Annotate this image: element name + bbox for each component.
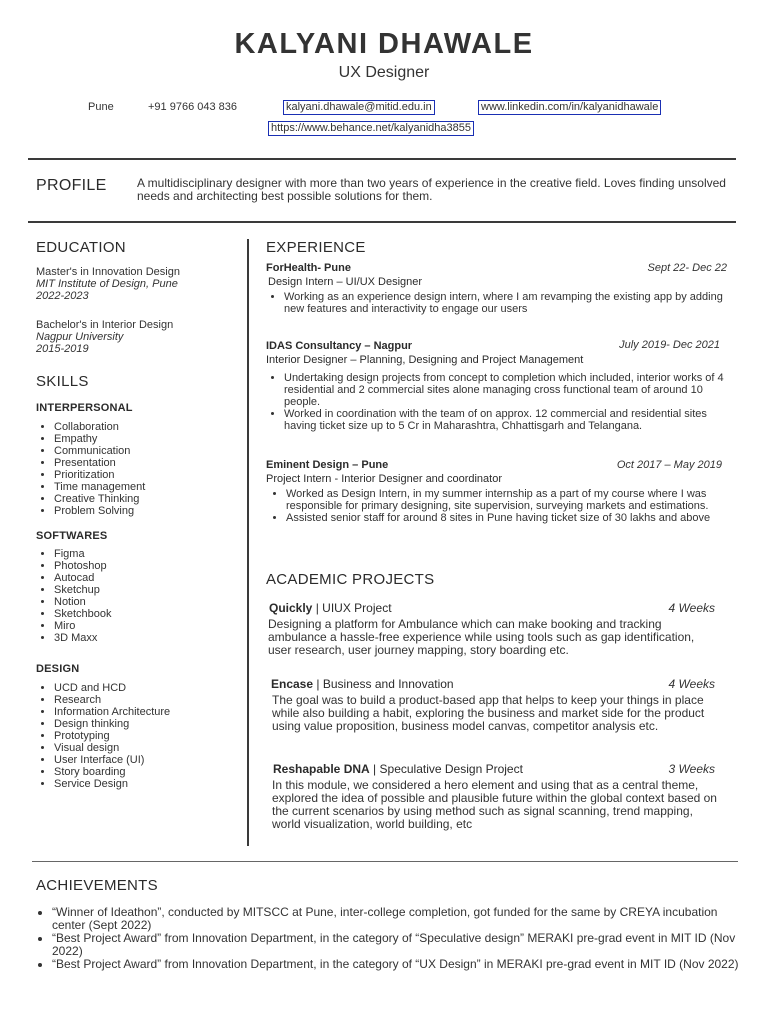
project-name: Quickly bbox=[269, 601, 313, 615]
list-item: • UCD and HCD bbox=[54, 682, 259, 694]
list-item: • Notion bbox=[54, 596, 254, 608]
project-description: The goal was to build a product-based app that helps to keep your things in place while also building a habit, exploring the business and market side for the product using value proposition, business model canvas, competitor analysis etc. bbox=[272, 693, 705, 733]
experience-company: IDAS Consultancy – Nagpur bbox=[266, 340, 413, 352]
skills-design-list bbox=[36, 682, 259, 790]
experience-bullets bbox=[268, 488, 734, 524]
list-item: • Sketchup bbox=[54, 584, 254, 596]
list-item: • Information Architecture bbox=[54, 706, 259, 718]
project-separator: | bbox=[315, 601, 319, 615]
profile-text: A multidisciplinary designer with more than two years of experience in the creative field. Loves finding unsolved needs and architecting best possible solutions for them. bbox=[137, 176, 726, 203]
projects-heading: ACADEMIC PROJECTS bbox=[266, 571, 435, 588]
skills-group-title: DESIGN bbox=[36, 663, 80, 675]
profile-heading: PROFILE bbox=[36, 177, 107, 194]
list-item: • Story boarding bbox=[54, 766, 259, 778]
project-duration: 4 Weeks bbox=[668, 677, 715, 691]
list-item: • Time management bbox=[54, 481, 254, 493]
list-item: • Worked as Design Intern, in my summer internship as a part of my course where I was responsible for primary designing, site supervision, surveying markets and estimations. bbox=[286, 488, 734, 512]
skills-group-title: SOFTWARES bbox=[36, 530, 108, 542]
experience-company: Eminent Design – Pune bbox=[266, 459, 389, 471]
list-item: • Prioritization bbox=[54, 469, 254, 481]
list-item: • Miro bbox=[54, 620, 254, 632]
list-item: • Undertaking design projects from concept to completion which included, interior works of 4 residential and 2 commercial sites alone managing cross functional team of around 10 people. bbox=[284, 372, 732, 408]
project-title bbox=[273, 762, 523, 776]
list-item: • Photoshop bbox=[54, 560, 254, 572]
experience-bullets bbox=[266, 372, 732, 432]
experience-date: Oct 2017 – May 2019 bbox=[616, 459, 722, 471]
education-degree: Master's in Innovation Design bbox=[36, 266, 180, 278]
project-duration: 4 Weeks bbox=[668, 601, 715, 615]
project-title bbox=[271, 677, 454, 691]
education-item bbox=[36, 266, 236, 302]
linkedin-link[interactable]: www.linkedin.com/in/kalyanidhawale bbox=[478, 100, 661, 115]
column-divider bbox=[247, 239, 249, 846]
education-years: 2015-2019 bbox=[36, 343, 89, 355]
experience-role: Interior Designer – Planning, Designing and Project Management bbox=[266, 354, 584, 366]
project-type: Speculative Design Project bbox=[379, 762, 523, 776]
project-separator: | bbox=[316, 677, 320, 691]
list-item: • Collaboration bbox=[54, 421, 254, 433]
project-description: In this module, we considered a hero element and using that as a central theme, explored the idea of possible and plausible future within the global context based on the current scenarios by using method such as signal scanning, trend mapping, world visualization, world building, etc bbox=[272, 778, 717, 831]
list-item: • “Best Project Award” from Innovation Department, in the category of “Speculative design” MERAKI pre-grad event in MIT ID (Nov 2022) bbox=[52, 932, 742, 958]
skills-interpersonal-list bbox=[36, 421, 254, 517]
experience-company: ForHealth- Pune bbox=[266, 262, 351, 274]
candidate-name: KALYANI DHAWALE bbox=[234, 28, 534, 60]
divider-bottom bbox=[32, 861, 738, 862]
list-item: • Empathy bbox=[54, 433, 254, 445]
behance-link[interactable]: https://www.behance.net/kalyanidha3855 bbox=[268, 121, 474, 136]
experience-role: Design Intern – UI/UX Designer bbox=[268, 276, 423, 288]
experience-date: Sept 22- Dec 22 bbox=[647, 262, 727, 274]
list-item: • Design thinking bbox=[54, 718, 259, 730]
email-link[interactable]: kalyani.dhawale@mitid.edu.in bbox=[283, 100, 435, 115]
education-years: 2022-2023 bbox=[36, 290, 89, 302]
location: Pune bbox=[88, 101, 114, 113]
project-description: Designing a platform for Ambulance which can make booking and tracking ambulance a hassle-free experience while using tools such as gap identification, user research, user journey mapping, story boarding etc. bbox=[268, 617, 695, 657]
list-item: • User Interface (UI) bbox=[54, 754, 259, 766]
skills-heading: SKILLS bbox=[36, 373, 89, 390]
list-item: • “Winner of Ideathon”, conducted by MITSCC at Pune, inter-college completion, got funded for the same by CREYA incubation center (Sept 2022) bbox=[52, 906, 742, 932]
list-item: • Service Design bbox=[54, 778, 259, 790]
education-school: Nagpur University bbox=[36, 331, 124, 343]
education-school: MIT Institute of Design, Pune bbox=[36, 278, 178, 290]
project-name: Encase bbox=[271, 677, 314, 691]
project-type: UIUX Project bbox=[322, 601, 392, 615]
candidate-title: UX Designer bbox=[338, 64, 430, 81]
education-item bbox=[36, 319, 236, 355]
divider-top bbox=[28, 158, 736, 160]
education-degree: Bachelor's in Interior Design bbox=[36, 319, 174, 331]
phone-number: +91 9766 043 836 bbox=[148, 101, 238, 113]
list-item: • Research bbox=[54, 694, 259, 706]
experience-date: July 2019- Dec 2021 bbox=[619, 339, 720, 351]
project-type: Business and Innovation bbox=[322, 677, 454, 691]
list-item: • Creative Thinking bbox=[54, 493, 254, 505]
list-item: • “Best Project Award” from Innovation Department, in the category of “UX Design” in MERAKI pre-grad event in MIT ID (Nov 2022) bbox=[52, 958, 742, 971]
list-item: • Communication bbox=[54, 445, 254, 457]
skills-softwares-list bbox=[36, 548, 254, 644]
experience-bullets bbox=[266, 291, 732, 315]
education-heading: EDUCATION bbox=[36, 239, 126, 256]
project-duration: 3 Weeks bbox=[668, 762, 715, 776]
project-name: Reshapable DNA bbox=[273, 762, 370, 776]
list-item: • Visual design bbox=[54, 742, 259, 754]
list-item: • Sketchbook bbox=[54, 608, 254, 620]
list-item: • Assisted senior staff for around 8 sites in Pune having ticket size of 30 lakhs and above bbox=[286, 512, 734, 524]
experience-heading: EXPERIENCE bbox=[266, 239, 366, 256]
achievements-heading: ACHIEVEMENTS bbox=[36, 877, 158, 894]
project-separator: | bbox=[373, 762, 377, 776]
list-item: • Worked in coordination with the team of on approx. 12 commercial and residential sites having ticket size up to 5 Cr in Maharashtra, Chhattisgarh and Telangana. bbox=[284, 408, 732, 432]
list-item: • Working as an experience design intern, where I am revamping the existing app by adding new features and interactivity to engage our users bbox=[284, 291, 732, 315]
experience-role: Project Intern - Interior Designer and coordinator bbox=[266, 473, 503, 485]
achievements-list bbox=[34, 906, 742, 971]
list-item: • Prototyping bbox=[54, 730, 259, 742]
list-item: • Presentation bbox=[54, 457, 254, 469]
list-item: • Autocad bbox=[54, 572, 254, 584]
skills-group-title: INTERPERSONAL bbox=[36, 402, 133, 414]
list-item: • Problem Solving bbox=[54, 505, 254, 517]
list-item: • 3D Maxx bbox=[54, 632, 254, 644]
divider-profile bbox=[28, 221, 736, 223]
project-title bbox=[269, 601, 392, 615]
list-item: • Figma bbox=[54, 548, 254, 560]
